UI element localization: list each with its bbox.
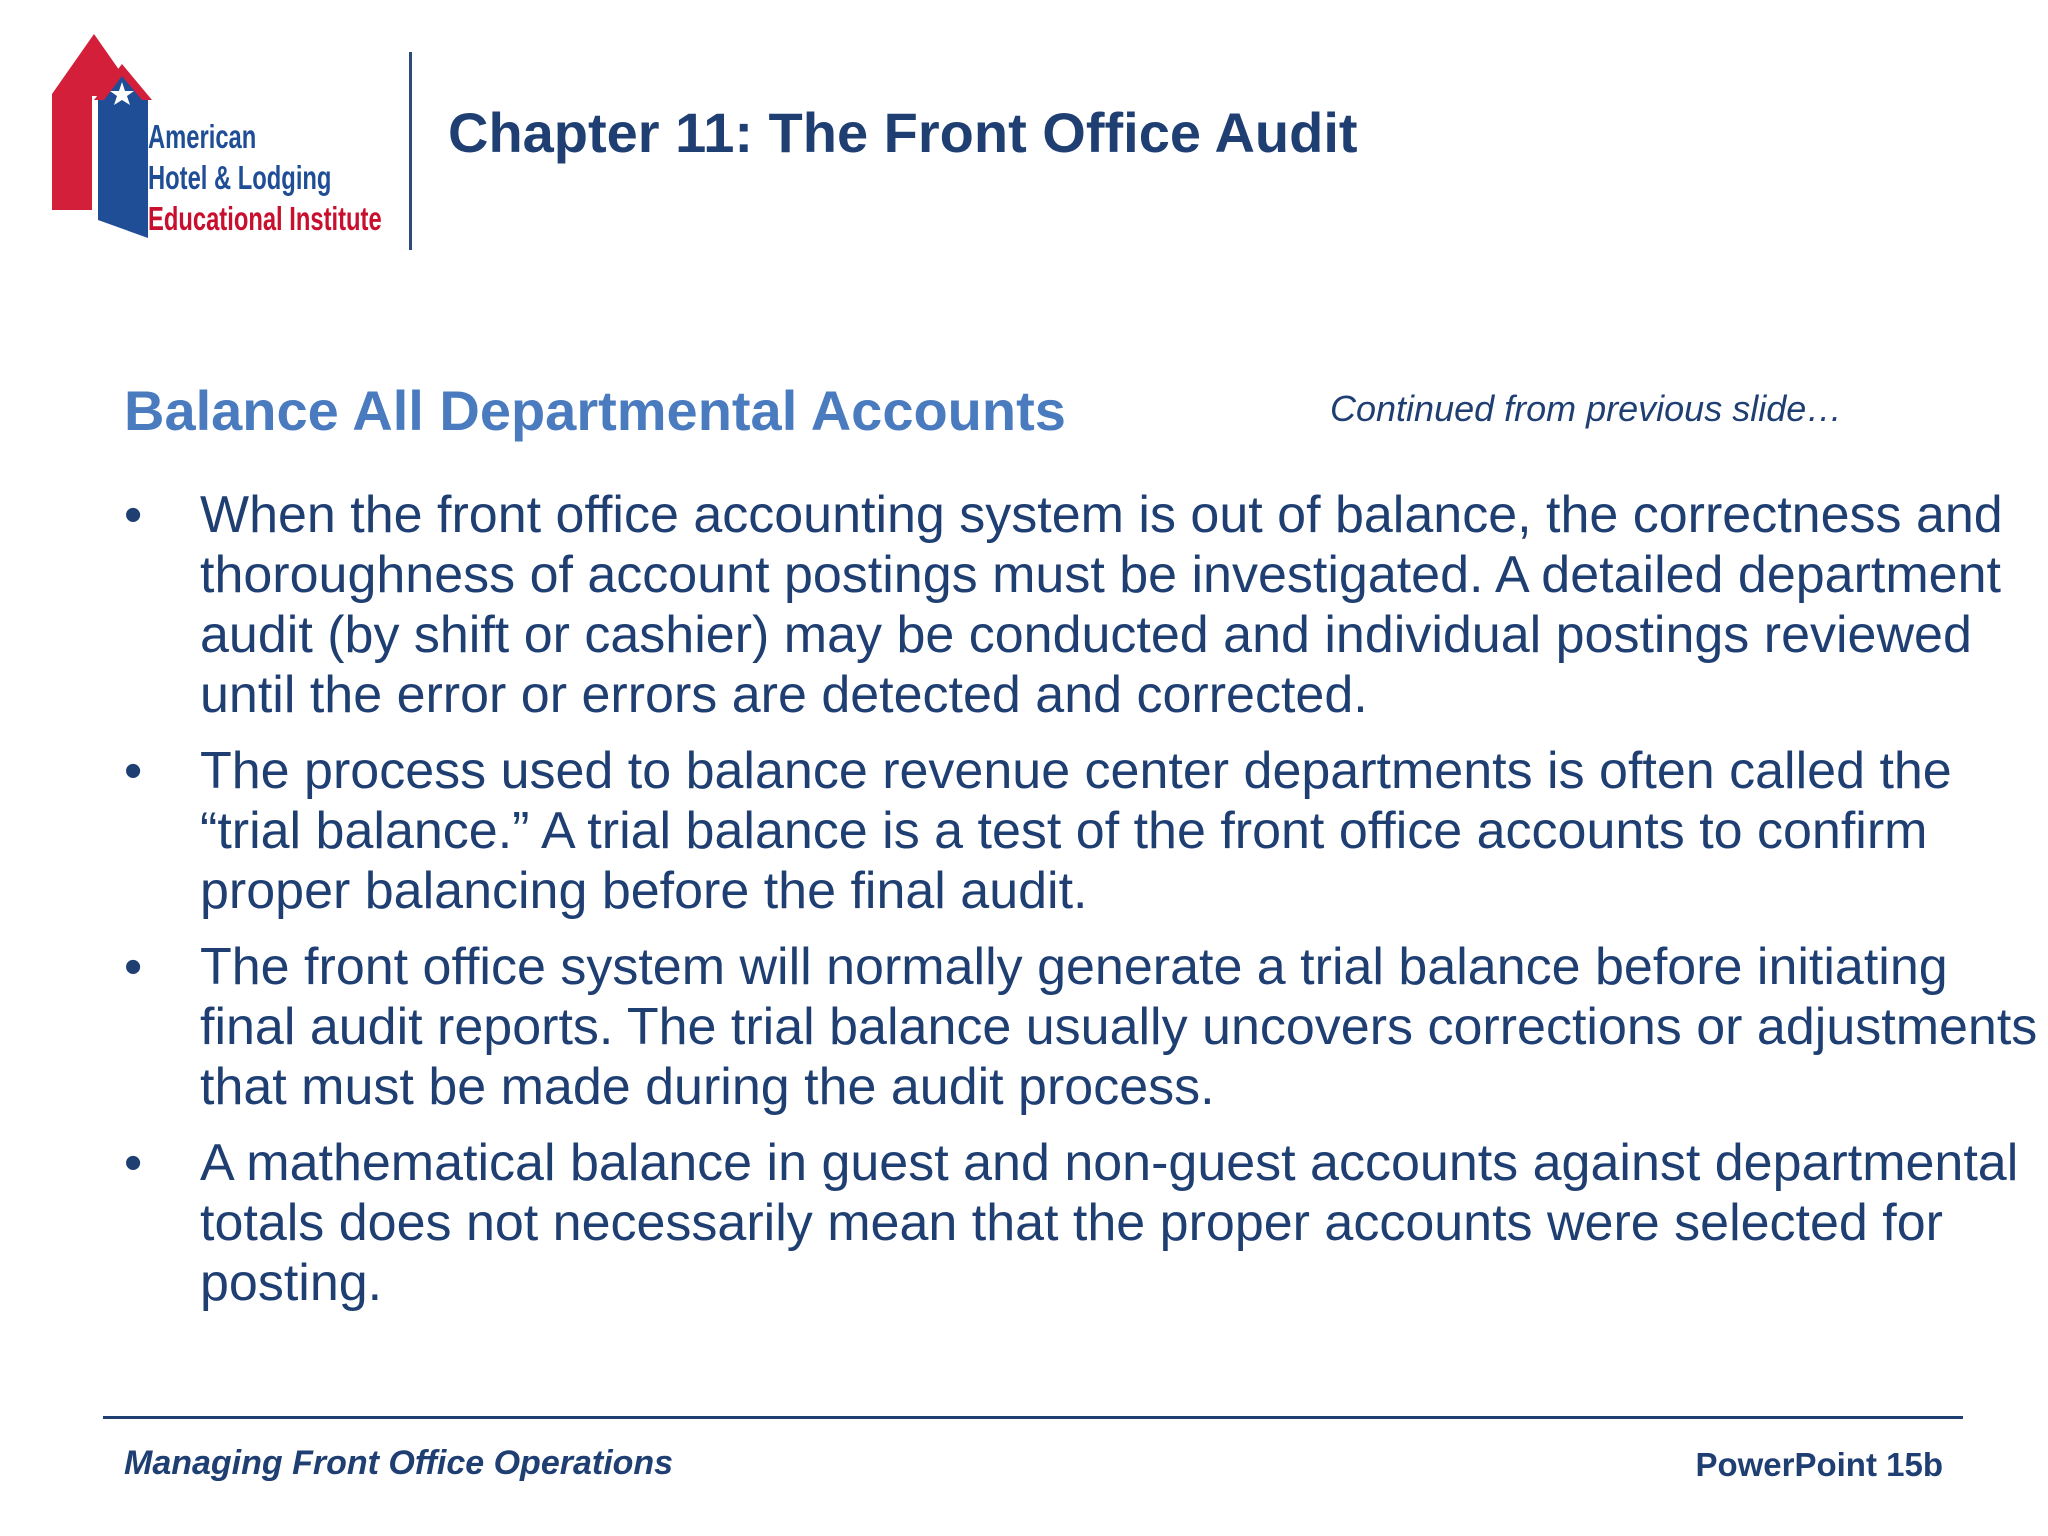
- header-divider: [409, 52, 412, 250]
- footer-divider: [103, 1416, 1963, 1419]
- logo-line-1: American: [148, 118, 257, 155]
- bullet-text: The front office system will normally generate a trial balance before initiating final audit reports. The trial balance usually uncovers corrections or adjustments that must be made during the audit process.: [200, 938, 2038, 1116]
- bullet-item: [118, 485, 2038, 725]
- logo-wordmark: [148, 116, 382, 239]
- ahlei-logo: [48, 30, 388, 240]
- footer-course-title: Managing Front Office Operations: [124, 1444, 674, 1482]
- bullet-text: A mathematical balance in guest and non-guest accounts against departmental totals does not necessarily mean that the proper accounts were selected for posting.: [200, 1134, 2019, 1312]
- logo-line-2: Hotel & Lodging: [148, 159, 332, 196]
- continued-note: Continued from previous slide…: [1330, 388, 1843, 429]
- logo-line-3: Educational Institute: [148, 200, 382, 237]
- bullet-item: [118, 741, 2038, 921]
- bullet-marker: •: [124, 938, 143, 996]
- bullet-list: [118, 485, 2038, 1329]
- footer-slide-id: PowerPoint 15b: [1695, 1446, 1943, 1483]
- bullet-item: [118, 937, 2038, 1117]
- bullet-marker: •: [124, 1134, 143, 1192]
- bullet-marker: •: [124, 742, 143, 800]
- bullet-text: When the front office accounting system is out of balance, the correctness and thoroughness of account postings must be investigated. A detailed department audit (by shift or cashier) may be conducted and individual postings reviewed until the error or errors are detected and corrected.: [200, 486, 2003, 724]
- chapter-title: Chapter 11: The Front Office Audit: [448, 101, 1358, 164]
- bullet-marker: •: [124, 486, 143, 544]
- bullet-text: The process used to balance revenue center departments is often called the “trial balance.” A trial balance is a test of the front office accounts to confirm proper balancing before the final audit.: [200, 742, 1952, 920]
- section-title: Balance All Departmental Accounts: [124, 379, 1066, 442]
- bullet-item: [118, 1133, 2038, 1313]
